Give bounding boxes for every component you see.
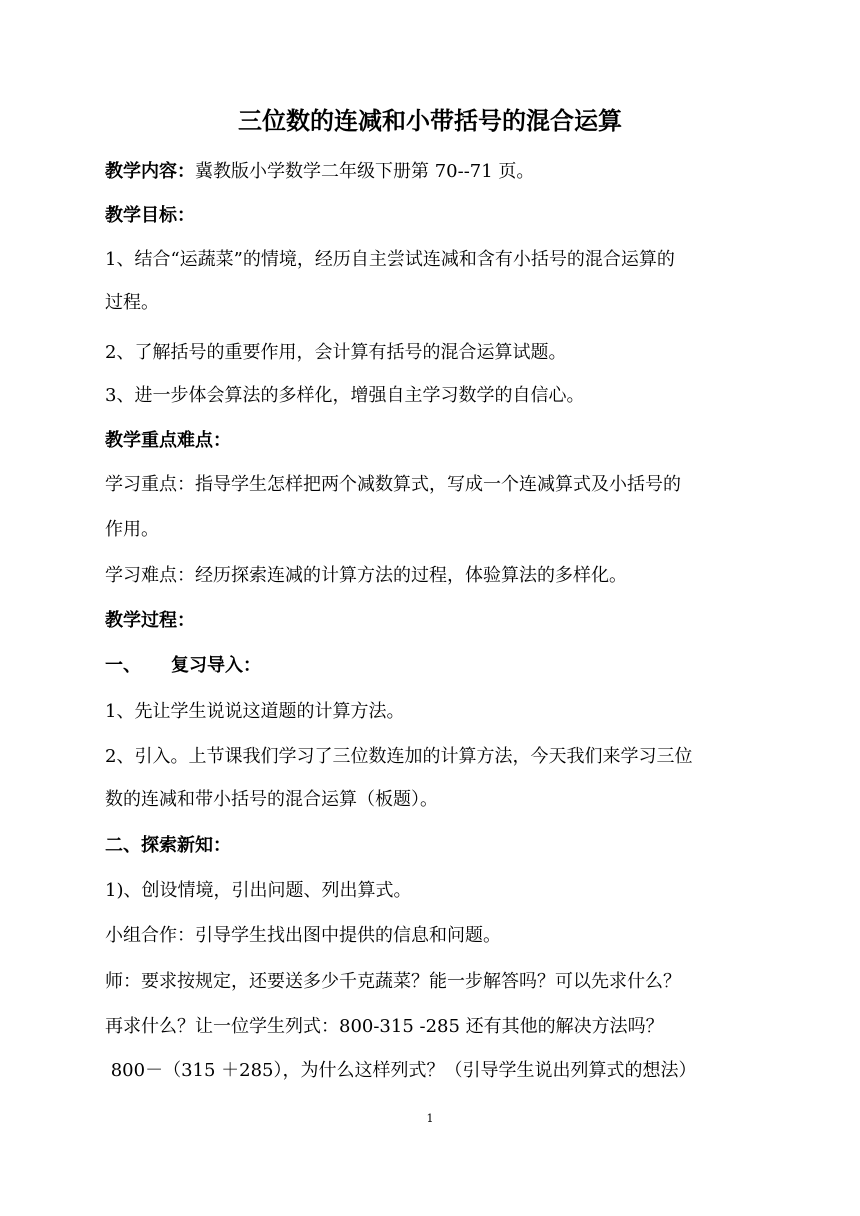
keypoints-heading: 教学重点难点：	[105, 430, 231, 451]
teacher-line1: 师：要求按规定，还要送多少千克蔬菜？能一步解答吗？可以先求什么？	[105, 971, 681, 992]
section-2-heading: 二、探索新知：	[105, 835, 231, 856]
section-1-number: 一、	[105, 655, 141, 676]
keypoint-line2: 作用。	[105, 519, 159, 540]
teaching-content-label: 教学内容：	[105, 161, 195, 182]
objectives-heading: 教学目标：	[105, 205, 195, 226]
objective-2: 2、了解括号的重要作用，会计算有括号的混合运算试题。	[105, 342, 567, 363]
document-title: 三位数的连减和小带括号的混合运算	[238, 107, 622, 135]
objective-1-line2: 过程。	[105, 292, 159, 313]
teaching-content-line	[105, 159, 765, 185]
keypoint-line1: 学习重点：指导学生怎样把两个减数算式，写成一个连减算式及小括号的	[105, 474, 681, 495]
section-1-title: 复习导入：	[171, 655, 261, 676]
review-2-line1: 2、引入。上节课我们学习了三位数连加的计算方法，今天我们来学习三位	[105, 746, 693, 767]
difficulty-line: 学习难点：经历探索连减的计算方法的过程，体验算法的多样化。	[105, 565, 627, 586]
review-1: 1、先让学生说说这道题的计算方法。	[105, 701, 405, 722]
objective-3: 3、进一步体会算法的多样化，增强自主学习数学的自信心。	[105, 385, 585, 406]
teacher-line2: 再求什么？让一位学生列式：800-315 -285 还有其他的解决方法吗？	[105, 1016, 664, 1037]
explore-1: 1)、创设情境，引出问题、列出算式。	[105, 880, 412, 901]
teaching-content-text: 冀教版小学数学二年级下册第 70--71 页。	[195, 161, 535, 182]
process-heading: 教学过程：	[105, 610, 195, 631]
group-work: 小组合作：引导学生找出图中提供的信息和问题。	[105, 925, 501, 946]
review-2-line2: 数的连减和带小括号的混合运算（板题）。	[105, 789, 438, 810]
teacher-line3: 800－（315 ＋285），为什么这样列式？（引导学生说出列算式的想法）	[105, 1060, 697, 1081]
section-1-heading	[105, 653, 765, 679]
objective-1-line1: 1、结合“运蔬菜”的情境，经历自主尝试连减和含有小括号的混合运算的	[105, 249, 675, 270]
page-number: 1	[426, 1112, 434, 1125]
